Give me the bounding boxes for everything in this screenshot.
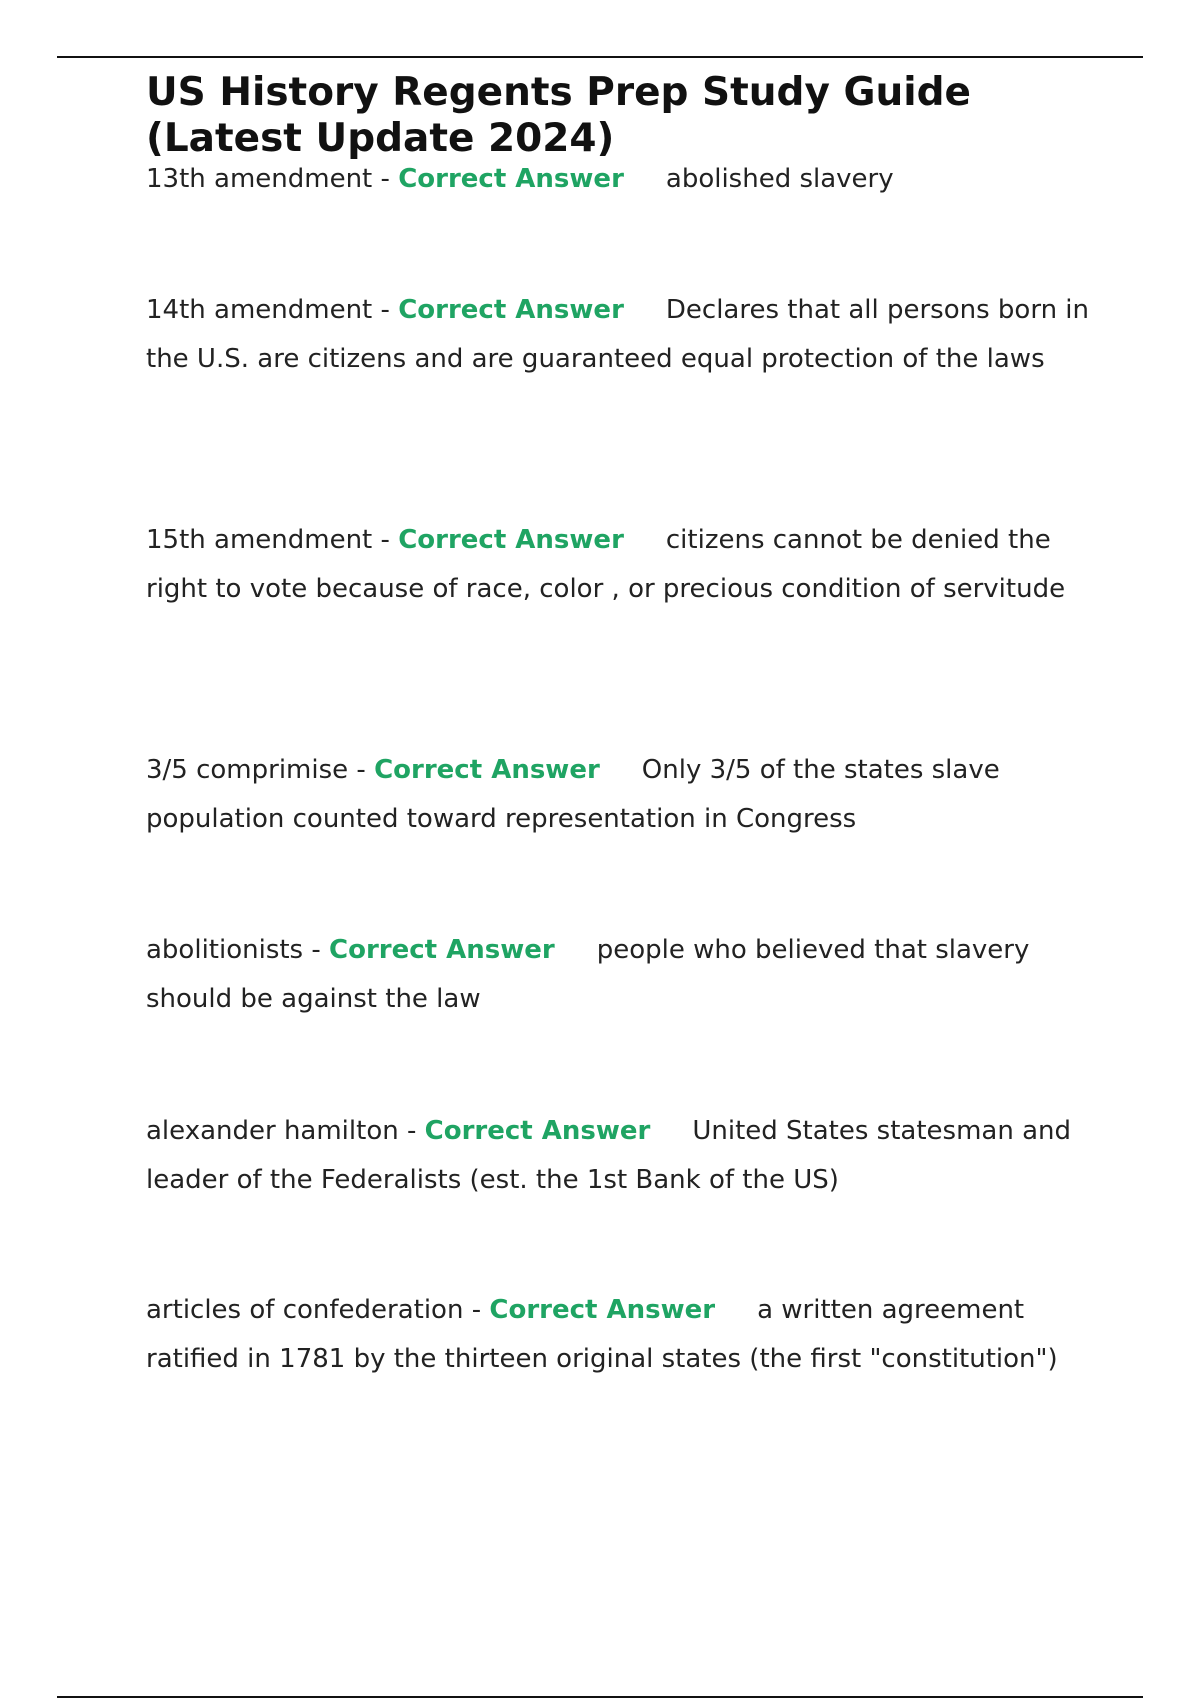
entry-definition: a written agreement ratified in 1781 by the thirteen original states (the first "constitution") — [146, 1295, 1058, 1374]
entry-definition: people who believed that slavery should be against the law — [146, 935, 1030, 1014]
entry-separator: - — [372, 164, 399, 194]
correct-answer-label: Correct Answer — [398, 295, 624, 325]
entry-definition: Only 3/5 of the states slave population counted toward representation in Congress — [146, 755, 1000, 834]
entry-separator: - — [348, 755, 375, 785]
title-line-1: US History Regents Prep Study Guide — [146, 70, 971, 115]
correct-answer-label: Correct Answer — [374, 755, 600, 785]
entry-separator: - — [398, 1116, 425, 1146]
flashcard-entry — [146, 286, 1096, 384]
correct-answer-label: Correct Answer — [424, 1116, 651, 1146]
document-body — [146, 70, 1096, 1374]
entry-separator: - — [372, 525, 399, 555]
page-title — [146, 70, 1096, 162]
top-rule — [57, 56, 1143, 58]
correct-answer-label: Correct Answer — [398, 164, 624, 194]
flashcard-entry — [146, 746, 1096, 844]
entry-definition: Declares that all persons born in the U.S. are citizens and are guaranteed equal protection of the laws — [146, 295, 1090, 374]
entry-separator: - — [372, 295, 399, 325]
entry-term: 15th amendment — [146, 525, 373, 555]
title-line-2: (Latest Update 2024) — [146, 116, 615, 161]
entry-separator: - — [463, 1295, 490, 1325]
bottom-rule — [57, 1696, 1143, 1698]
correct-answer-label: Correct Answer — [489, 1295, 716, 1325]
entry-definition: citizens cannot be denied the right to vote because of race, color , or precious condition of servitude — [146, 525, 1066, 604]
correct-answer-label: Correct Answer — [329, 935, 555, 965]
flashcard-entry — [146, 155, 1096, 204]
entry-separator: - — [303, 935, 330, 965]
entry-term: articles of confederation — [146, 1295, 464, 1325]
entry-term: alexander hamilton — [146, 1116, 399, 1146]
entry-definition: abolished slavery — [665, 164, 894, 194]
entry-term: 13th amendment — [146, 164, 373, 194]
correct-answer-label: Correct Answer — [398, 525, 624, 555]
flashcard-entry — [146, 1286, 1096, 1384]
entry-definition: United States statesman and leader of the Federalists (est. the 1st Bank of the US) — [146, 1116, 1071, 1195]
flashcard-entry — [146, 516, 1096, 614]
flashcard-entry — [146, 1107, 1096, 1205]
entry-term: abolitionists — [146, 935, 304, 965]
entry-term: 14th amendment — [146, 295, 373, 325]
entry-term: 3/5 comprimise — [146, 755, 349, 785]
flashcard-entry — [146, 926, 1096, 1024]
